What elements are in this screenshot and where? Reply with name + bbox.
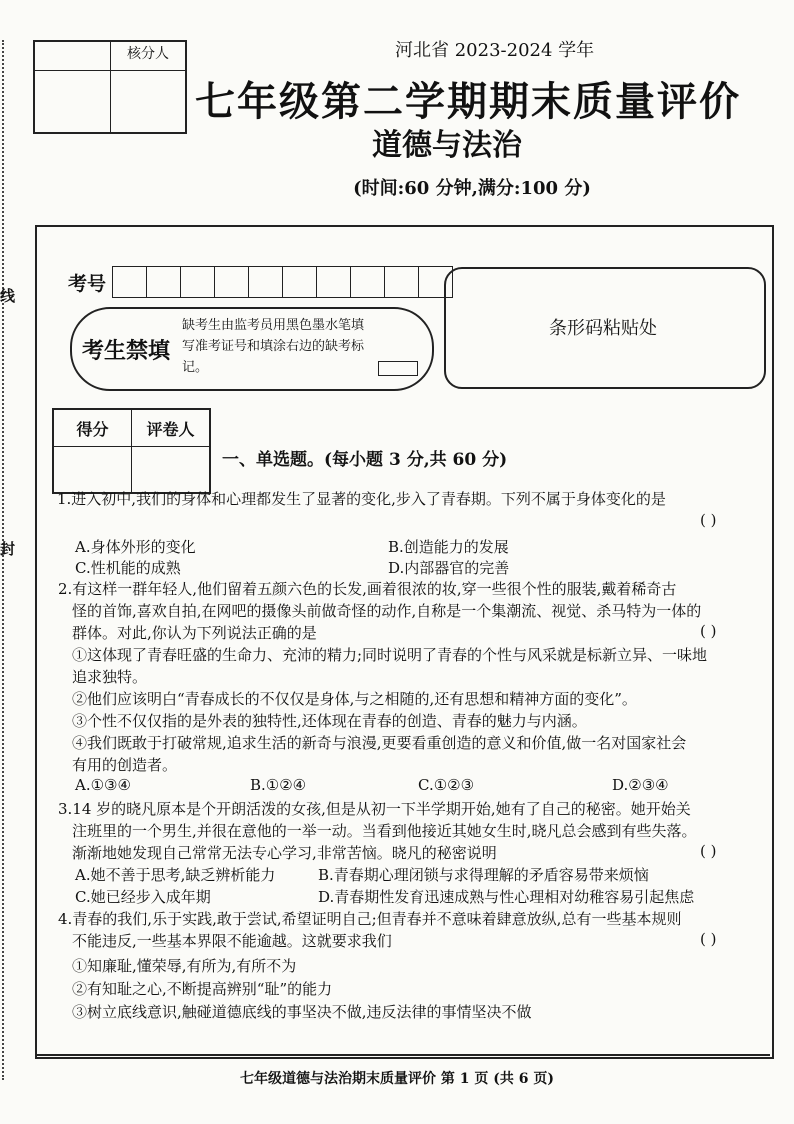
q2-statement-1b: 追求独特。 xyxy=(72,668,148,686)
restricted-instructions: 缺考生由监考员用黑色墨水笔填写准考证号和填涂右边的缺考标记。 xyxy=(182,318,365,375)
q2-stem-line1: 2.有这样一群年轻人,他们留着五颜六色的长发,画着很浓的妆,穿一些很个性的服装,戴着稀奇古 xyxy=(58,580,677,598)
exam-digit-box[interactable] xyxy=(147,267,181,297)
q2-stem-line3: 群体。对此,你认为下列说法正确的是 xyxy=(72,624,317,642)
q3-option-a: A.她不善于思考,缺乏辨析能力 xyxy=(75,866,276,884)
q1-option-a: A.身体外形的变化 xyxy=(75,538,196,556)
section-1-title: 一、单选题。(每小题 3 分,共 60 分) xyxy=(222,450,508,470)
restricted-title: 考生禁填 xyxy=(82,338,171,364)
q1-stem: 1.进入初中,我们的身体和心理都发生了显著的变化,步入了青春期。下列不属于身体变化的是 xyxy=(57,490,666,508)
section-score-table xyxy=(52,408,211,494)
q2-statement-2: ②他们应该明白“青春成长的不仅仅是身体,与之相随的,还有思想和精神方面的变化”。 xyxy=(72,690,637,708)
q1-option-c: C.性机能的成熟 xyxy=(75,559,181,577)
exam-digit-box[interactable] xyxy=(215,267,249,297)
score-header: 得分 xyxy=(76,420,109,439)
q4-statement-3: ③树立底线意识,触碰道德底线的事坚决不做,违反法律的事情坚决不做 xyxy=(72,1003,532,1021)
margin-char-xian: 线 xyxy=(0,287,16,305)
exam-digit-box[interactable] xyxy=(351,267,385,297)
exam-digit-box[interactable] xyxy=(181,267,215,297)
q2-option-d: D.②③④ xyxy=(612,776,669,794)
q1-option-b: B.创造能力的发展 xyxy=(388,538,509,556)
exam-number-boxes[interactable] xyxy=(112,266,453,298)
q2-statement-3: ③个性不仅仅指的是外表的独特性,还体现在青春的创造、青春的魅力与内涵。 xyxy=(72,712,587,730)
page-footer: 七年级道德与法治期末质量评价 第 1 页 (共 6 页) xyxy=(240,1071,554,1087)
exam-number-label: 考号 xyxy=(68,273,107,295)
exam-digit-box[interactable] xyxy=(283,267,317,297)
q2-option-b: B.①②④ xyxy=(250,776,307,794)
header-score-col1 xyxy=(35,42,110,71)
q3-answer-paren[interactable]: ( ) xyxy=(700,842,717,860)
header-score-col2: 核分人 xyxy=(111,42,185,71)
q2-statement-1a: ①这体现了青春旺盛的生命力、充沛的精力;同时说明了青春的个性与风采就是标新立异、一味地 xyxy=(72,646,708,664)
q1-option-d: D.内部器官的完善 xyxy=(388,559,510,577)
q4-answer-paren[interactable]: ( ) xyxy=(700,930,717,948)
barcode-label: 条形码粘贴处 xyxy=(549,318,657,339)
q4-statement-1: ①知廉耻,懂荣辱,有所为,有所不为 xyxy=(72,957,297,975)
subject-title: 道德与法治 xyxy=(372,128,522,163)
q2-stem-line2: 怪的首饰,喜欢自拍,在网吧的摄像头前做奇怪的动作,自称是一个集潮流、视觉、杀马特为一体的 xyxy=(72,602,702,620)
q2-option-a: A.①③④ xyxy=(75,776,131,794)
q4-stem-line2: 不能违反,一些基本界限不能逾越。这就要求我们 xyxy=(72,932,392,950)
margin-char-feng: 封 xyxy=(0,540,16,558)
exam-digit-box[interactable] xyxy=(113,267,147,297)
q3-option-d: D.青春期性发育迅速成熟与性心理相对幼稚容易引起焦虑 xyxy=(318,888,695,906)
score-table-rule xyxy=(54,446,209,447)
exam-digit-box[interactable] xyxy=(385,267,419,297)
exam-digit-box[interactable] xyxy=(317,267,351,297)
exam-digit-box[interactable] xyxy=(249,267,283,297)
absent-mark-box[interactable] xyxy=(378,361,418,376)
q4-stem-line1: 4.青春的我们,乐于实践,敢于尝试,希望证明自己;但青春并不意味着肆意放纵,总有一些基本规则 xyxy=(58,910,682,928)
q1-answer-paren[interactable]: ( ) xyxy=(700,511,717,529)
footer-rule xyxy=(35,1054,770,1056)
grader-header: 评卷人 xyxy=(146,420,195,439)
region-year: 河北省 2023-2024 学年 xyxy=(395,40,595,61)
page-title: 七年级第二学期期末质量评价 xyxy=(195,78,741,125)
q3-option-b: B.青春期心理闭锁与求得理解的矛盾容易带来烦恼 xyxy=(318,866,649,884)
q2-answer-paren[interactable]: ( ) xyxy=(700,622,717,640)
score-table-divider xyxy=(131,410,132,492)
header-score-divider xyxy=(110,42,111,132)
q4-statement-2: ②有知耻之心,不断提高辨别“耻”的能力 xyxy=(72,980,333,998)
q3-stem-line3: 渐渐地她发现自己常常无法专心学习,非常苦恼。晓凡的秘密说明 xyxy=(72,844,497,862)
time-info: (时间:60 分钟,满分:100 分) xyxy=(353,178,591,199)
q3-stem-line1: 3.14 岁的晓凡原本是个开朗活泼的女孩,但是从初一下半学期开始,她有了自己的秘密。她开始关 xyxy=(58,800,691,818)
q2-statement-4b: 有用的创造者。 xyxy=(72,756,178,774)
q3-stem-line2: 注班里的一个男生,并很在意他的一举一动。当看到他接近其她女生时,晓凡总会感到有些失落。 xyxy=(72,822,697,840)
q2-option-c: C.①②③ xyxy=(418,776,475,794)
q2-statement-4a: ④我们既敢于打破常规,追求生活的新奇与浪漫,更要看重创造的意义和价值,做一名对国家社会 xyxy=(72,734,687,752)
q3-option-c: C.她已经步入成年期 xyxy=(75,888,211,906)
